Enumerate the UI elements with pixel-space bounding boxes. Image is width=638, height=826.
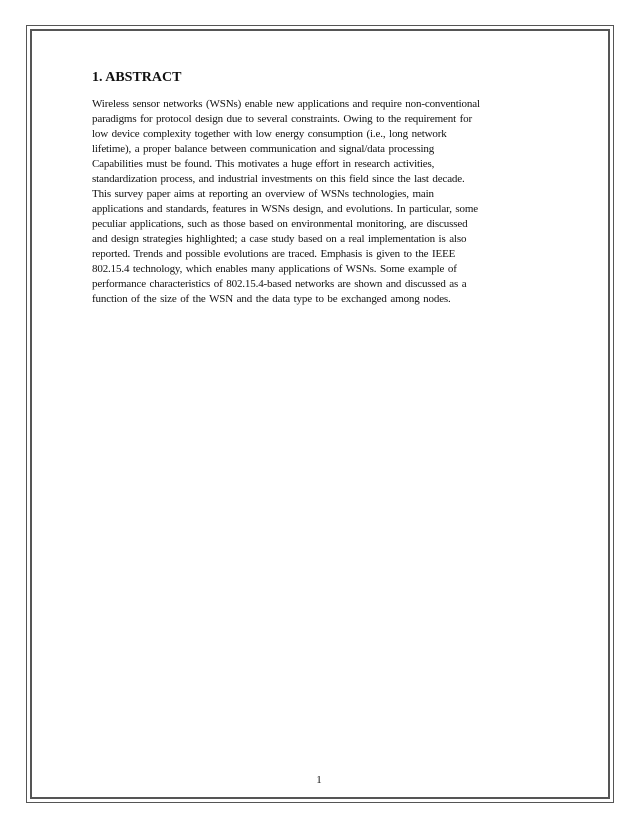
abstract-line: Wireless sensor networks (WSNs) enable new applications and require non-conventional [92, 98, 480, 110]
abstract-line: low device complexity together with low energy consumption (i.e., long network [92, 128, 447, 140]
abstract-line: peculiar applications, such as those based on environmental monitoring, are discussed [92, 218, 468, 230]
abstract-line: This survey paper aims at reporting an overview of WSNs technologies, main [92, 188, 434, 200]
document-body [92, 70, 562, 307]
abstract-line: paradigms for protocol design due to several constraints. Owing to the requirement for [92, 113, 473, 125]
abstract-line: performance characteristics of 802.15.4-based networks are shown and discussed as a [92, 278, 467, 290]
abstract-line: standardization process, and industrial investments on this field since the last decade. [92, 173, 465, 185]
abstract-line: function of the size of the WSN and the data type to be exchanged among nodes. [92, 293, 451, 305]
abstract-line: Capabilities must be found. This motivates a huge effort in research activities, [92, 158, 435, 170]
abstract-paragraph [92, 97, 562, 307]
abstract-line: 802.15.4 technology, which enables many applications of WSNs. Some example of [92, 263, 457, 275]
section-heading: 1. ABSTRACT [92, 70, 182, 85]
abstract-line: applications and standards, features in WSNs design, and evolutions. In particular, some [92, 203, 479, 215]
page-number: 1 [316, 774, 322, 786]
abstract-line: and design strategies highlighted; a case study based on a real implementation is also [92, 233, 467, 245]
abstract-line: reported. Trends and possible evolutions are traced. Emphasis is given to the IEEE [92, 248, 456, 260]
abstract-line: lifetime), a proper balance between communication and signal/data processing [92, 143, 435, 155]
